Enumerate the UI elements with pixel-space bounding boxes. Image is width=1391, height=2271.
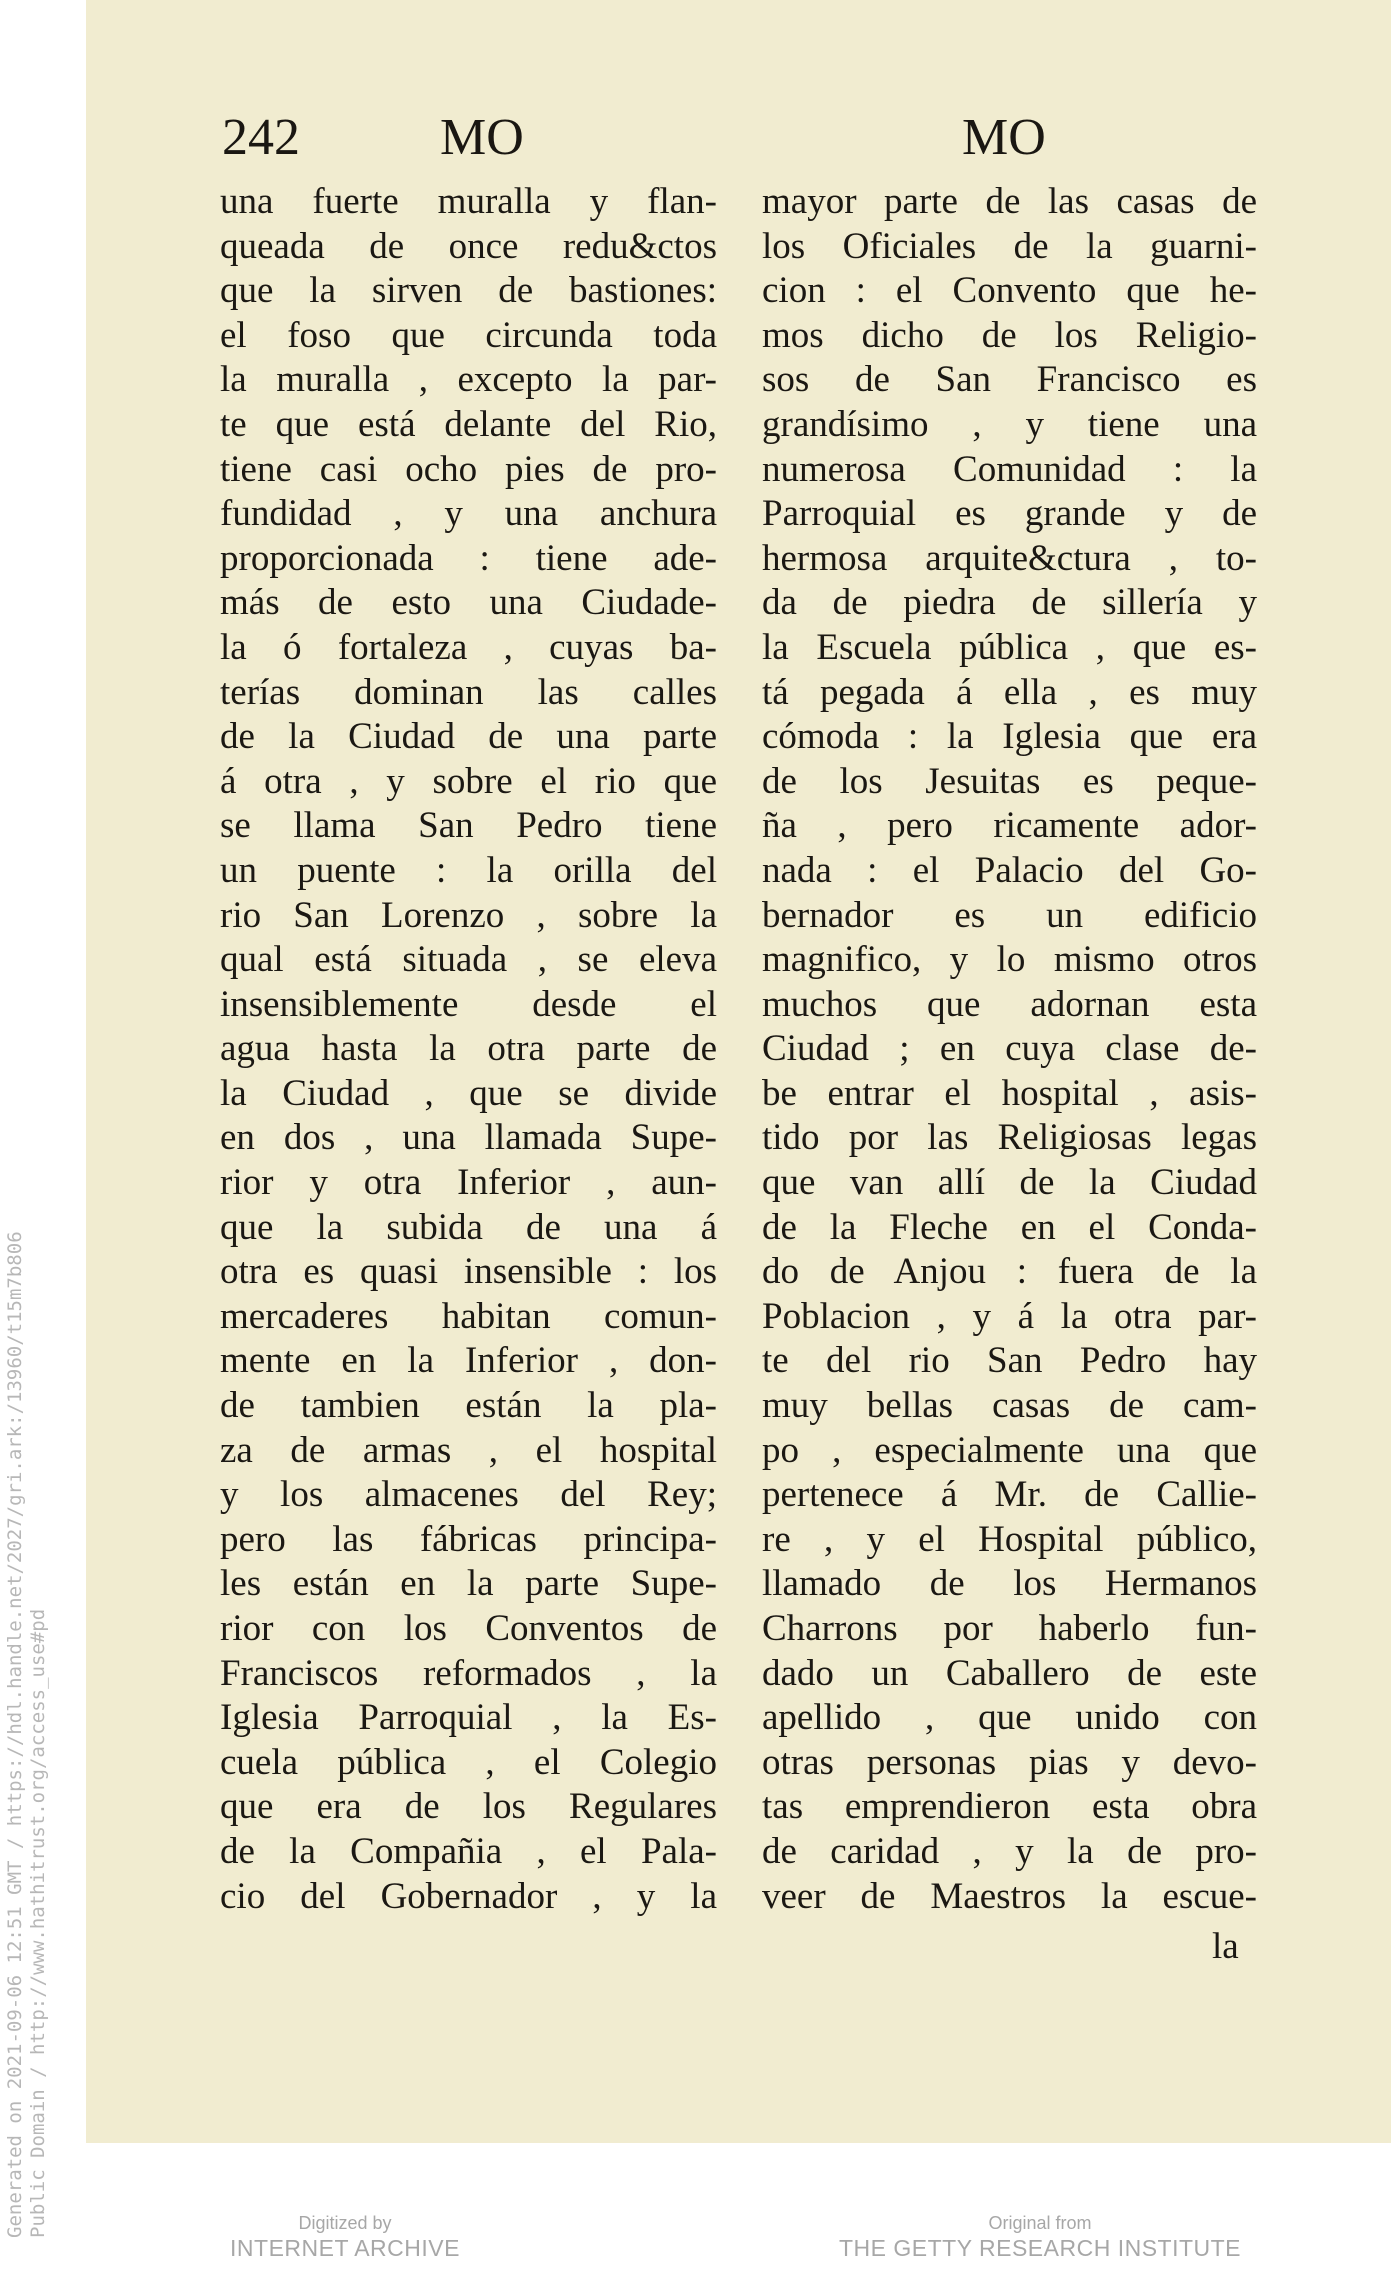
- text-line: que van allí de la Ciudad: [762, 1162, 1257, 1204]
- text-line: do de Anjou : fuera de la: [762, 1251, 1257, 1293]
- text-line: muy bellas casas de cam-: [762, 1385, 1257, 1427]
- text-line: pero las fábricas principa-: [220, 1518, 717, 1560]
- text-line: mayor parte de las casas de: [762, 181, 1257, 222]
- text-line: les están en la parte Supe-: [220, 1563, 717, 1605]
- text-line: veer de Maestros la escue-: [762, 1875, 1257, 1917]
- text-line: grandísimo , y tiene una: [762, 403, 1257, 445]
- text-line: de la Fleche en el Conda-: [762, 1206, 1257, 1248]
- text-line: de caridad , y la de pro-: [762, 1830, 1257, 1872]
- text-line: Ciudad ; en cuya clase de-: [762, 1028, 1257, 1070]
- text-line: ña , pero ricamente ador-: [762, 805, 1257, 847]
- text-line: se llama San Pedro tiene: [220, 805, 717, 847]
- text-line: los Oficiales de la guarni-: [762, 225, 1257, 267]
- text-line: rior y otra Inferior , aun-: [220, 1162, 717, 1204]
- text-line: sos de San Francisco es: [762, 359, 1257, 401]
- running-head-right: MO: [962, 109, 1046, 166]
- text-line: Charrons por haberlo fun-: [762, 1608, 1257, 1649]
- text-line: otra es quasi insensible : los: [220, 1251, 717, 1293]
- text-line: be entrar el hospital , asis-: [762, 1072, 1257, 1114]
- text-line: llamado de los Hermanos: [762, 1563, 1257, 1605]
- text-line: en dos , una llamada Supe-: [220, 1117, 717, 1159]
- text-line: de la Ciudad de una parte: [220, 716, 717, 758]
- text-line: te que está delante del Rio,: [220, 403, 717, 445]
- text-line: tá pegada á ella , es muy: [762, 671, 1257, 713]
- text-line: terías dominan las calles: [220, 671, 717, 713]
- text-line: qual está situada , se eleva: [220, 939, 717, 981]
- digitized-by-label: Digitized by: [298, 2213, 392, 2233]
- text-line: la Escuela pública , que es-: [762, 626, 1257, 668]
- text-line: que era de los Regulares: [220, 1786, 717, 1828]
- text-line: que la sirven de bastiones:: [220, 270, 717, 312]
- text-line: pertenece á Mr. de Callie-: [762, 1474, 1257, 1516]
- text-line: magnifico, y lo mismo otros: [762, 939, 1257, 981]
- text-line: y los almacenes del Rey;: [220, 1474, 717, 1516]
- getty-institute-name: THE GETTY RESEARCH INSTITUTE: [838, 2235, 1242, 2261]
- text-line: Poblacion , y á la otra par-: [762, 1295, 1257, 1337]
- access-watermark: [4, 1118, 50, 2238]
- text-line: un puente : la orilla del: [220, 849, 717, 891]
- watermark-public-domain-line: Public Domain / http://www.hathitrust.org/access_use#pd: [27, 1608, 49, 2238]
- text-line: proporcionada : tiene ade-: [220, 537, 717, 579]
- text-line: mente en la Inferior , don-: [220, 1340, 717, 1382]
- digitized-by-credit: [200, 2212, 490, 2262]
- text-line: nada : el Palacio del Go-: [762, 849, 1257, 891]
- text-line: cómoda : la Iglesia que era: [762, 716, 1257, 758]
- text-line: tido por las Religiosas legas: [762, 1117, 1257, 1159]
- text-line: bernador es un edificio: [762, 894, 1257, 936]
- text-line: la muralla , excepto la par-: [220, 359, 717, 401]
- watermark-generated-line: Generated on 2021-09-06 12:51 GMT / https://hdl.handle.net/2027/gri.ark:/13960/t15m7b806: [4, 1231, 26, 2238]
- text-line: á otra , y sobre el rio que: [220, 760, 717, 802]
- text-line: agua hasta la otra parte de: [220, 1028, 717, 1070]
- text-line: queada de once redu&ctos: [220, 225, 717, 267]
- text-line: el foso que circunda toda: [220, 314, 717, 356]
- text-line: de tambien están la pla-: [220, 1385, 717, 1427]
- text-line: hermosa arquite&ctura , to-: [762, 537, 1257, 579]
- text-line: re , y el Hospital público,: [762, 1518, 1257, 1560]
- text-line: cion : el Convento que he-: [762, 270, 1257, 312]
- right-text-column: [762, 180, 1257, 1919]
- running-head-left: MO: [440, 109, 524, 166]
- text-line: rior con los Conventos de: [220, 1608, 717, 1649]
- text-line: insensiblemente desde el: [220, 983, 717, 1025]
- text-line: mos dicho de los Religio-: [762, 314, 1257, 356]
- text-line: tiene casi ocho pies de pro-: [220, 448, 717, 490]
- text-line: una fuerte muralla y flan-: [220, 181, 717, 222]
- text-line: Franciscos reformados , la: [220, 1652, 717, 1694]
- text-line: da de piedra de sillería y: [762, 582, 1257, 624]
- text-line: más de esto una Ciudade-: [220, 582, 717, 624]
- text-line: fundidad , y una anchura: [220, 493, 717, 535]
- text-line: que la subida de una á: [220, 1206, 717, 1248]
- text-line: la ó fortaleza , cuyas ba-: [220, 626, 717, 668]
- text-line: otras personas pias y devo-: [762, 1741, 1257, 1783]
- text-line: za de armas , el hospital: [220, 1429, 717, 1471]
- text-line: la Ciudad , que se divide: [220, 1072, 717, 1114]
- internet-archive-name: INTERNET ARCHIVE: [230, 2235, 460, 2261]
- catchword: la: [1212, 1926, 1239, 1967]
- left-text-column: [220, 180, 717, 1919]
- text-line: rio San Lorenzo , sobre la: [220, 894, 717, 936]
- text-line: de la Compañia , el Pala-: [220, 1830, 717, 1872]
- text-line: Iglesia Parroquial , la Es-: [220, 1697, 717, 1739]
- text-line: cio del Gobernador , y la: [220, 1875, 717, 1917]
- original-from-credit: [830, 2212, 1250, 2262]
- text-line: numerosa Comunidad : la: [762, 448, 1257, 490]
- text-line: tas emprendieron esta obra: [762, 1786, 1257, 1828]
- text-line: apellido , que unido con: [762, 1697, 1257, 1739]
- text-line: de los Jesuitas es peque-: [762, 760, 1257, 802]
- text-line: po , especialmente una que: [762, 1429, 1257, 1471]
- text-line: muchos que adornan esta: [762, 983, 1257, 1025]
- original-from-label: Original from: [988, 2213, 1092, 2233]
- text-line: cuela pública , el Colegio: [220, 1741, 717, 1783]
- text-line: Parroquial es grande y de: [762, 493, 1257, 535]
- text-line: mercaderes habitan comun-: [220, 1295, 717, 1337]
- text-line: dado un Caballero de este: [762, 1652, 1257, 1694]
- text-line: te del rio San Pedro hay: [762, 1340, 1257, 1382]
- page-number: 242: [222, 109, 300, 166]
